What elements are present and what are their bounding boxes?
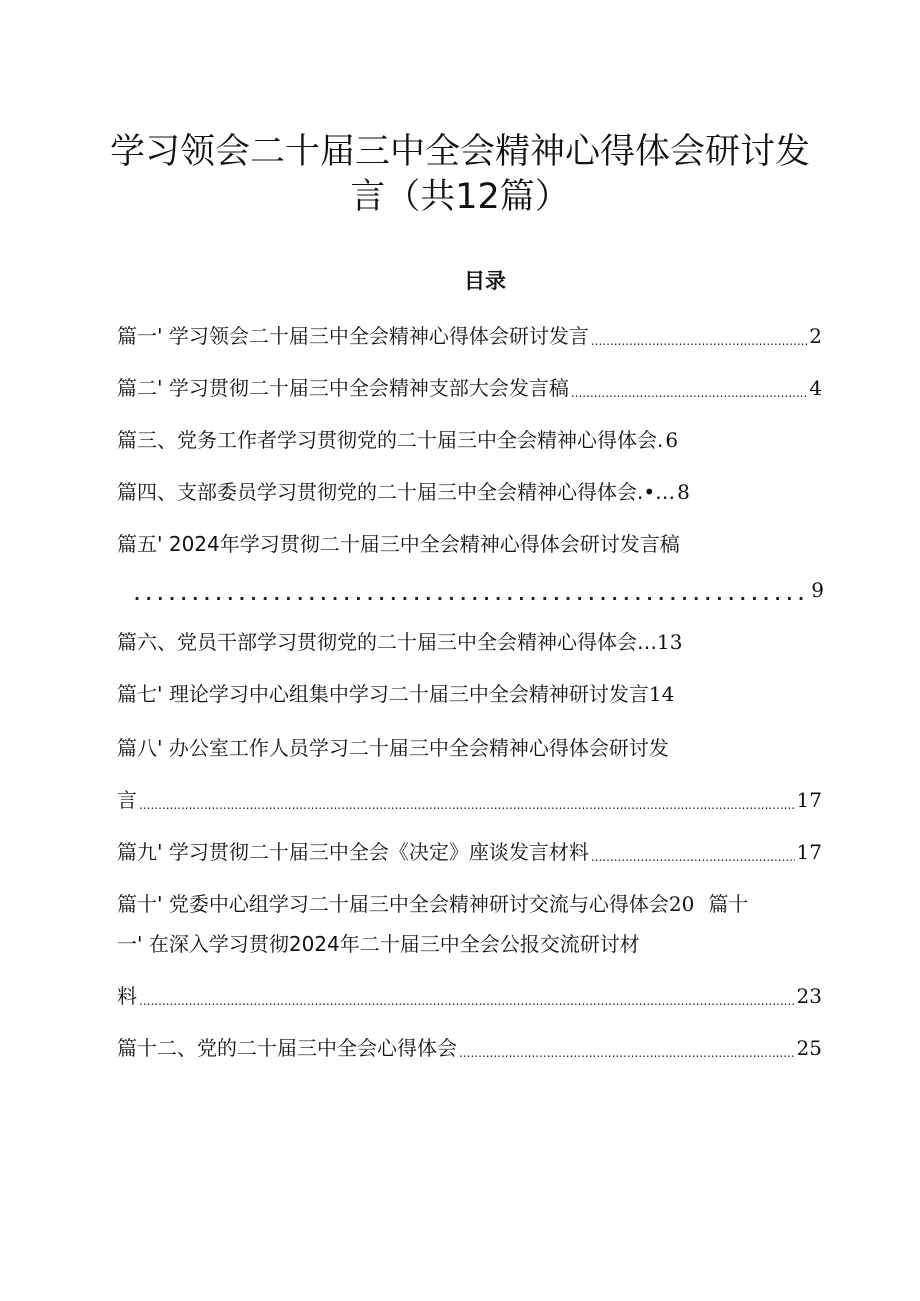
toc-entry-title: 一' 在深入学习贯彻2024年二十届三中全会公报交流研讨材	[117, 932, 640, 956]
toc-leader-dots	[591, 320, 807, 352]
toc-leader-dots	[591, 836, 795, 868]
toc-entry-page: 23	[796, 984, 822, 1008]
toc-entry-page: 20	[668, 892, 695, 916]
toc-entry-page: 25	[796, 1036, 822, 1060]
toc-entry-5-continuation[interactable]	[132, 574, 824, 606]
document-title-line-1: 学习领会二十届三中全会精神心得体会研讨发	[109, 132, 810, 172]
toc-entry-page: 17	[796, 788, 822, 812]
toc-entry-title: 篇六、党员干部学习贯彻党的二十届三中全会精神心得体会…	[117, 630, 657, 654]
toc-leader-dots	[134, 574, 809, 606]
toc-heading: 目录	[464, 269, 506, 293]
toc-entry-title-tail: 料	[117, 984, 137, 1008]
toc-entry-page: 2	[809, 324, 822, 348]
toc-entry-8[interactable]	[117, 732, 822, 764]
toc-entry-11-continuation[interactable]	[117, 980, 822, 1012]
toc-leader-dots	[459, 1032, 795, 1064]
toc-entry-page: 13	[657, 630, 683, 654]
toc-entry-title-tail: 言	[117, 788, 137, 812]
toc-entry-4[interactable]	[117, 476, 822, 508]
toc-entry-title: 篇九' 学习贯彻二十届三中全会《决定》座谈发言材料	[117, 840, 589, 864]
toc-entry-title: 篇四、支部委员学习贯彻党的二十届三中全会精神心得体会.•…	[117, 480, 676, 504]
toc-entry-title: 篇七' 理论学习中心组集中学习二十届三中全会精神研讨发言	[117, 682, 649, 706]
toc-leader-dots	[139, 784, 795, 816]
toc-entry-5[interactable]	[117, 528, 822, 560]
toc-entry-page: 14	[648, 682, 675, 706]
document-title-line-2: 言（共12篇）	[350, 177, 570, 217]
toc-entry-3[interactable]	[117, 424, 822, 456]
toc-entry-9[interactable]	[117, 836, 822, 868]
toc-entry-11-head: 篇十	[708, 892, 749, 916]
toc-entry-page: 17	[796, 840, 822, 864]
toc-entry-title: 篇八' 办公室工作人员学习二十届三中全会精神心得体会研讨发	[117, 736, 669, 760]
toc-entry-title: 篇三、党务工作者学习贯彻党的二十届三中全会精神心得体会.	[117, 428, 664, 452]
toc-leader-dots	[139, 980, 795, 1012]
toc-entry-2[interactable]	[117, 372, 822, 404]
toc-entry-7[interactable]	[117, 678, 822, 710]
toc-entry-title: 篇十二、党的二十届三中全会心得体会	[117, 1036, 457, 1060]
toc-entry-title: 篇一' 学习领会二十届三中全会精神心得体会研讨发言	[117, 324, 589, 348]
toc-entry-6[interactable]	[117, 626, 822, 658]
toc-entry-page: 6	[665, 428, 679, 452]
toc-entry-page: 9	[811, 578, 824, 602]
toc-entry-page: 8	[677, 480, 690, 504]
toc-entry-title: 篇二' 学习贯彻二十届三中全会精神支部大会发言稿	[117, 376, 569, 400]
toc-leader-dots	[571, 372, 807, 404]
toc-entry-12[interactable]	[117, 1032, 822, 1064]
toc-entry-11[interactable]	[117, 928, 822, 960]
toc-entry-title: 篇十' 党委中心组学习二十届三中全会精神研讨交流与心得体会	[117, 892, 669, 916]
toc-entry-page: 4	[809, 376, 822, 400]
toc-entry-8-continuation[interactable]	[117, 784, 822, 816]
toc-entry-1[interactable]	[117, 320, 822, 352]
toc-entry-10[interactable]	[117, 888, 847, 920]
toc-entry-title: 篇五' 2024年学习贯彻二十届三中全会精神心得体会研讨发言稿	[117, 532, 680, 556]
